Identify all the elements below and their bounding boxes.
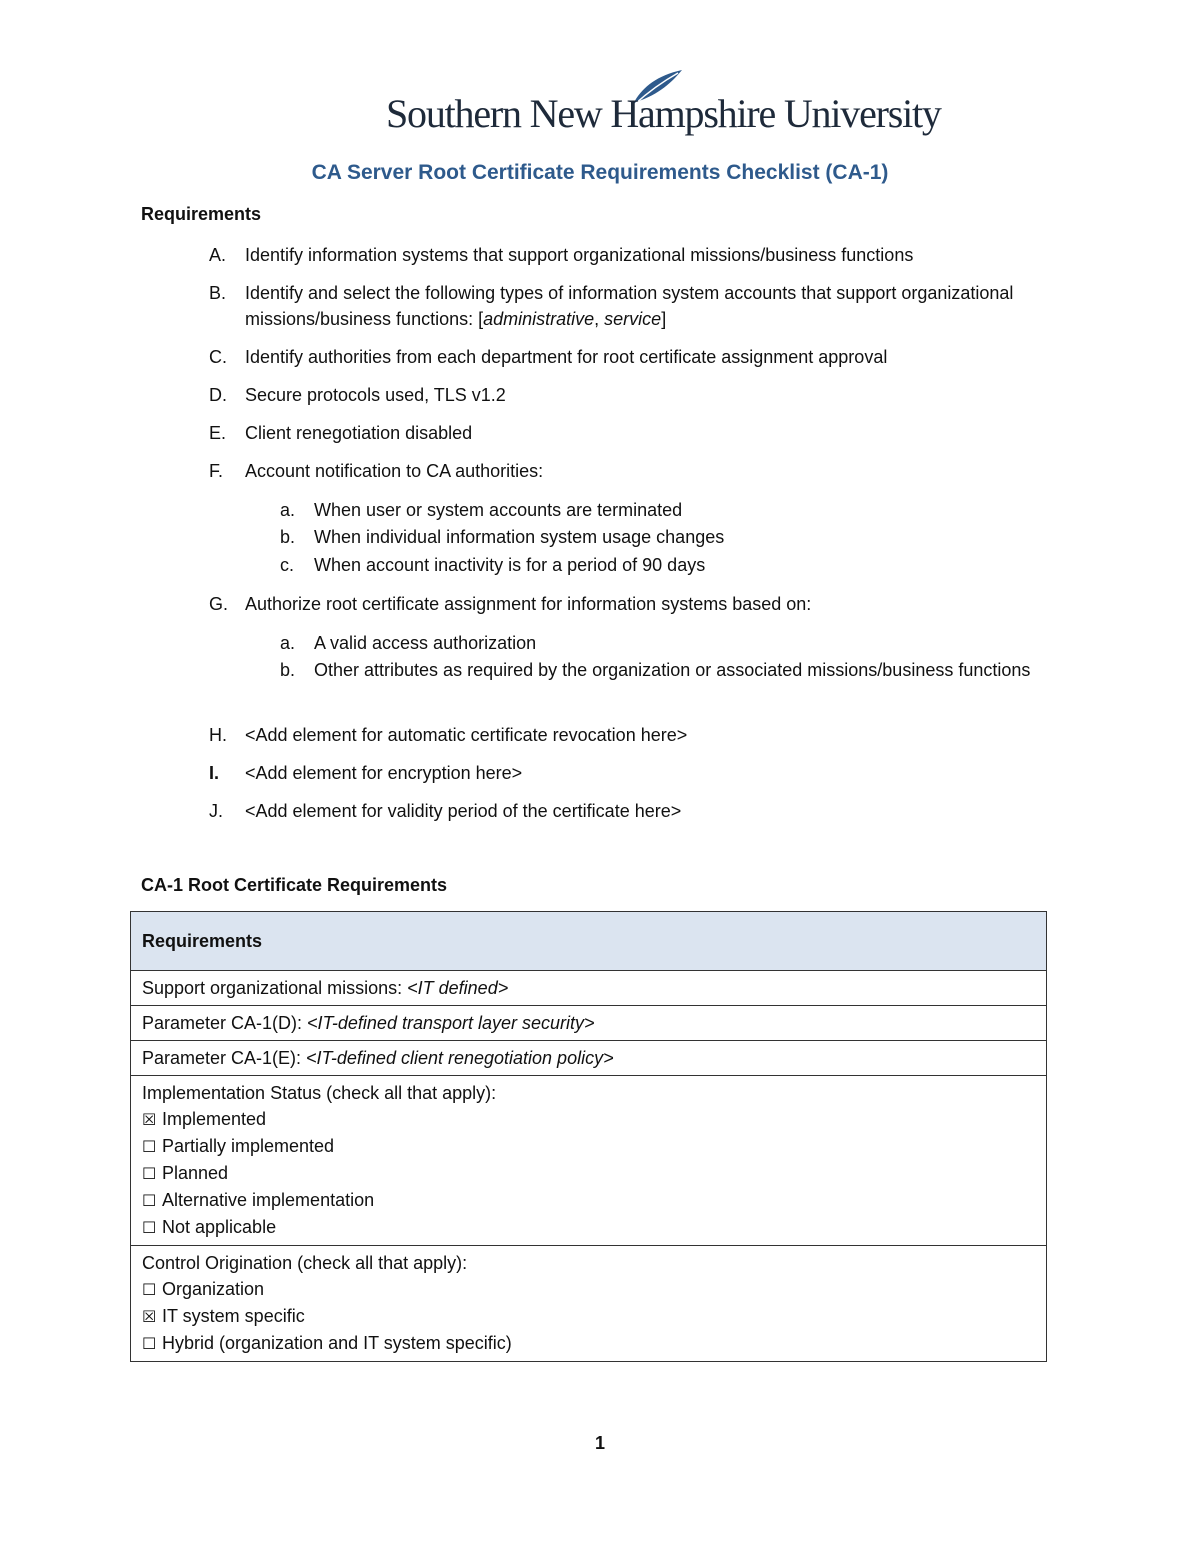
list-marker: A. (209, 245, 227, 265)
implementation-status-row (131, 1076, 1046, 1246)
list-item-text (245, 280, 1035, 332)
control-origination-label: Control Origination (check all that apply): (142, 1253, 468, 1273)
list-item-text: <Add element for encryption here> (245, 763, 523, 783)
document-title: CA Server Root Certificate Requirements Checklist (CA-1) (311, 161, 889, 184)
checkbox-icon[interactable]: ☐ (142, 1218, 157, 1237)
page-number: 1 (594, 1433, 605, 1453)
checkbox-icon[interactable]: ☐ (142, 1164, 157, 1183)
checkbox-label: Implemented (162, 1109, 267, 1129)
sub-list-item-text: Other attributes as required by the organization or associated missions/business functions (314, 660, 1031, 680)
table-title: CA-1 Root Certificate Requirements (141, 875, 448, 895)
list-marker: G. (209, 594, 229, 614)
implementation-status-label: Implementation Status (check all that apply): (142, 1083, 497, 1103)
checkbox-label: Not applicable (162, 1217, 277, 1237)
row-value: <IT-defined transport layer security> (307, 1013, 595, 1033)
checkbox-option[interactable] (142, 1187, 1035, 1214)
list-marker: C. (209, 347, 227, 367)
list-item-text: Secure protocols used, TLS v1.2 (245, 385, 506, 405)
list-item-text: Account notification to CA authorities: (245, 461, 544, 481)
checkbox-option[interactable] (142, 1214, 1035, 1241)
control-origination-row (131, 1246, 1046, 1361)
checkbox-icon[interactable]: ☐ (142, 1191, 157, 1210)
checkbox-option[interactable] (142, 1303, 1035, 1330)
checkbox-option[interactable] (142, 1276, 1035, 1303)
list-item-text-part: ] (661, 309, 667, 329)
emphasis-administrative: administrative (483, 309, 595, 329)
list-item-text: <Add element for automatic certificate revocation here> (245, 725, 688, 745)
checkbox-icon[interactable]: ☐ (142, 1280, 157, 1299)
sub-list-item-text: When user or system accounts are terminated (314, 500, 683, 520)
sub-list-marker: c. (280, 555, 295, 575)
sub-list-marker: a. (280, 500, 296, 520)
sub-list-item-text: A valid access authorization (314, 633, 537, 653)
table-header: Requirements (131, 912, 1046, 971)
checkbox-label: Organization (162, 1279, 265, 1299)
sub-list-marker: b. (280, 527, 296, 547)
checkbox-option[interactable] (142, 1160, 1035, 1187)
checkbox-option[interactable] (142, 1133, 1035, 1160)
list-marker: D. (209, 385, 227, 405)
list-marker: E. (209, 423, 227, 443)
list-item-text-part: Identify and select the following types of information system accounts that support organizational missions/business functions: [ (245, 283, 1014, 329)
sub-list-item-text: When individual information system usage changes (314, 527, 725, 547)
list-marker: F. (209, 461, 224, 481)
checkbox-label: IT system specific (162, 1306, 305, 1326)
row-value: <IT-defined client renegotiation policy> (306, 1048, 614, 1068)
list-marker: B. (209, 283, 227, 303)
list-marker: J. (209, 801, 224, 821)
logo-text: Southern New Hampshire University (386, 91, 941, 136)
checkbox-label: Alternative implementation (162, 1190, 375, 1210)
checkbox-icon[interactable]: ☐ (142, 1334, 157, 1353)
checkbox-label: Partially implemented (162, 1136, 335, 1156)
checkbox-icon[interactable]: ☐ (142, 1137, 157, 1156)
list-item-text: Client renegotiation disabled (245, 423, 473, 443)
requirements-table (130, 911, 1047, 1362)
checkbox-label: Planned (162, 1163, 229, 1183)
table-row (131, 1041, 1046, 1076)
row-value: <IT defined> (407, 978, 509, 998)
checkbox-option[interactable] (142, 1330, 1035, 1357)
row-label: Parameter CA-1(D): (142, 1013, 308, 1033)
checkbox-option[interactable] (142, 1106, 1035, 1133)
row-label: Parameter CA-1(E): (142, 1048, 307, 1068)
list-marker: I. (209, 763, 220, 783)
checkbox-checked-icon[interactable]: ☒ (142, 1110, 157, 1129)
table-row (131, 971, 1046, 1006)
emphasis-service: service (604, 309, 662, 329)
row-label: Support organizational missions: (142, 978, 408, 998)
table-row (131, 1006, 1046, 1041)
checkbox-checked-icon[interactable]: ☒ (142, 1307, 157, 1326)
list-item-text: Identify information systems that support organizational missions/business functions (245, 245, 914, 265)
sub-list-item-text: When account inactivity is for a period of 90 days (314, 555, 706, 575)
sub-list-marker: a. (280, 633, 296, 653)
list-item-separator: , (594, 309, 605, 329)
list-item-text: Identify authorities from each department for root certificate assignment approval (245, 347, 888, 367)
checkbox-label: Hybrid (organization and IT system specific) (162, 1333, 512, 1353)
list-item-text: Authorize root certificate assignment for information systems based on: (245, 594, 812, 614)
requirements-heading: Requirements (141, 204, 262, 224)
list-marker: H. (209, 725, 227, 745)
sub-list-marker: b. (280, 660, 296, 680)
university-logo (386, 68, 941, 140)
list-item-text: <Add element for validity period of the certificate here> (245, 801, 682, 821)
